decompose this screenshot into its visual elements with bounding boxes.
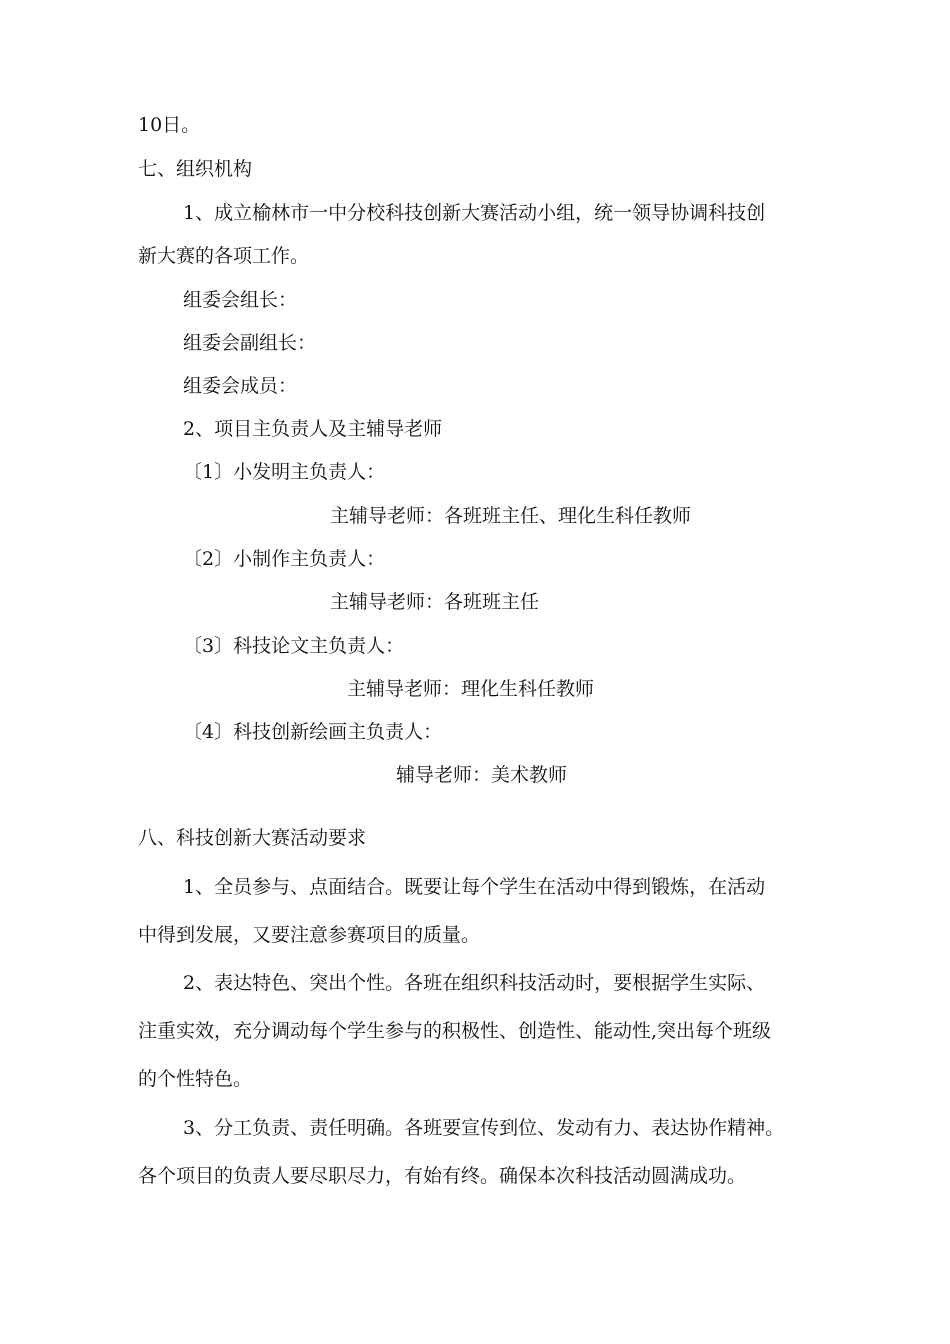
section-heading-organization: 七、组织机构 bbox=[138, 158, 253, 180]
paragraph-line: 各个项目的负责人要尽职尽力，有始有终。确保本次科技活动圆满成功。 bbox=[138, 1165, 747, 1187]
paragraph-line: 2、表达特色、突出个性。各班在组织科技活动时，要根据学生实际、 bbox=[183, 972, 766, 994]
paragraph-line: 中得到发展，又要注意参赛项目的质量。 bbox=[138, 924, 481, 946]
project-advisor: 辅导老师：美术教师 bbox=[396, 764, 568, 786]
date-continuation: 10日。 bbox=[138, 114, 201, 136]
subsection-heading: 2、项目主负责人及主辅导老师 bbox=[183, 418, 443, 440]
paragraph-line: 1、全员参与、点面结合。既要让每个学生在活动中得到锻炼，在活动 bbox=[183, 876, 766, 898]
paragraph-line: 的个性特色。 bbox=[138, 1068, 253, 1090]
project-item: 〔2〕小制作主负责人： bbox=[183, 548, 386, 570]
paragraph-line: 新大赛的各项工作。 bbox=[138, 245, 310, 267]
project-item: 〔4〕科技创新绘画主负责人： bbox=[183, 721, 443, 743]
paragraph-line: 3、分工负责、责任明确。各班要宣传到位、发动有力、表达协作精神。 bbox=[183, 1117, 785, 1139]
project-item: 〔3〕科技论文主负责人： bbox=[183, 635, 405, 657]
paragraph-line: 1、成立榆林市一中分校科技创新大赛活动小组，统一领导协调科技创 bbox=[183, 202, 766, 224]
committee-members: 组委会成员： bbox=[183, 375, 298, 397]
project-advisor: 主辅导老师：各班班主任 bbox=[330, 591, 540, 613]
project-advisor: 主辅导老师：各班班主任、理化生科任教师 bbox=[330, 505, 692, 527]
section-heading-requirements: 八、科技创新大赛活动要求 bbox=[138, 827, 367, 849]
committee-deputy-leader: 组委会副组长： bbox=[183, 332, 317, 354]
project-item: 〔1〕小发明主负责人： bbox=[183, 461, 386, 483]
committee-leader: 组委会组长： bbox=[183, 289, 298, 311]
project-advisor: 主辅导老师：理化生科任教师 bbox=[347, 678, 595, 700]
paragraph-line: 注重实效，充分调动每个学生参与的积极性、创造性、能动性,突出每个班级 bbox=[138, 1020, 772, 1042]
